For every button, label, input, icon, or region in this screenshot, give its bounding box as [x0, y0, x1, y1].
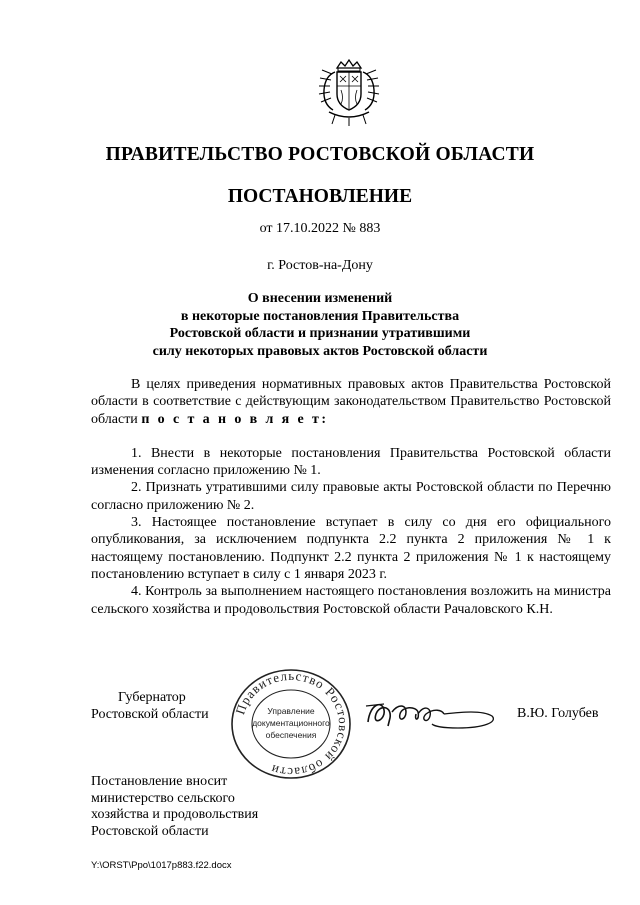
preamble-paragraph [91, 376, 611, 428]
submitted-by-note [91, 774, 258, 840]
resolves-word: п о с т а н о в л я е т: [141, 411, 329, 427]
subject-line: в некоторые постановления Правительства [180, 308, 460, 324]
rostov-oblast-coat-of-arms-icon [315, 58, 383, 128]
issue-city: г. Ростов-на-Дону [267, 258, 373, 273]
note-line: министерство сельского [91, 790, 235, 806]
stamp-inner-line: документационного [252, 718, 330, 728]
resolution-item-1: 1. Внести в некоторые постановления Правительства Ростовской области изменения согласно приложению № 1. [91, 445, 611, 479]
signatory-name: В.Ю. Голубев [517, 706, 599, 721]
subject-line: Ростовской области и признании утратившими [169, 326, 471, 341]
signatory-title [91, 689, 209, 723]
note-line: хозяйства и продовольствия [91, 807, 259, 823]
resolution-item-3: 3. Настоящее постановление вступает в силу со дня его официального опубликования, за исключением подпункта 2.2 пункта 2 приложения № 1 к настоящему постановлению. Подпункт 2.2 пункта 2 приложения № 1 к настоящему постановлению вступает в силу с 1 января 2023 г. [91, 515, 611, 582]
note-line: Постановление вносит [91, 774, 228, 789]
handwritten-signature [362, 692, 500, 738]
document-subject [80, 290, 560, 360]
subject-line: силу некоторых правовых актов Ростовской области [152, 343, 488, 359]
stamp-ring-text: Правительство Ростовской области [232, 668, 352, 780]
document-body [91, 376, 611, 618]
stamp-inner-line: Управление [267, 706, 315, 716]
resolution-item-2: 2. Признать утратившими силу правовые акты Ростовской области по Перечню согласно приложению № 2. [91, 480, 611, 513]
signatory-region: Ростовской области [91, 707, 209, 722]
note-line: Ростовской области [91, 823, 209, 839]
subject-line: О внесении изменений [247, 291, 393, 306]
document-type: ПОСТАНОВЛЕНИЕ [227, 186, 413, 207]
resolution-item-4: 4. Контроль за выполнением настоящего постановления возложить на министра сельского хозяйства и продовольствия Ростовской области Рачаловского К.Н. [91, 584, 611, 617]
date-and-number: от 17.10.2022 № 883 [259, 221, 381, 236]
organization-name: ПРАВИТЕЛЬСТВО РОСТОВСКОЙ ОБЛАСТИ [105, 144, 535, 165]
stamp-inner-line: обеспечения [265, 730, 317, 740]
official-stamp [230, 668, 352, 780]
file-path: Y:\ORST\Ppo\1017p883.f22.docx [91, 860, 232, 871]
signatory-position: Губернатор [118, 690, 186, 705]
preamble-text: В целях приведения нормативных правовых актов Правительства Ростовской области в соответствие с действующим законодательством Правительство Ростовской области [91, 377, 611, 427]
